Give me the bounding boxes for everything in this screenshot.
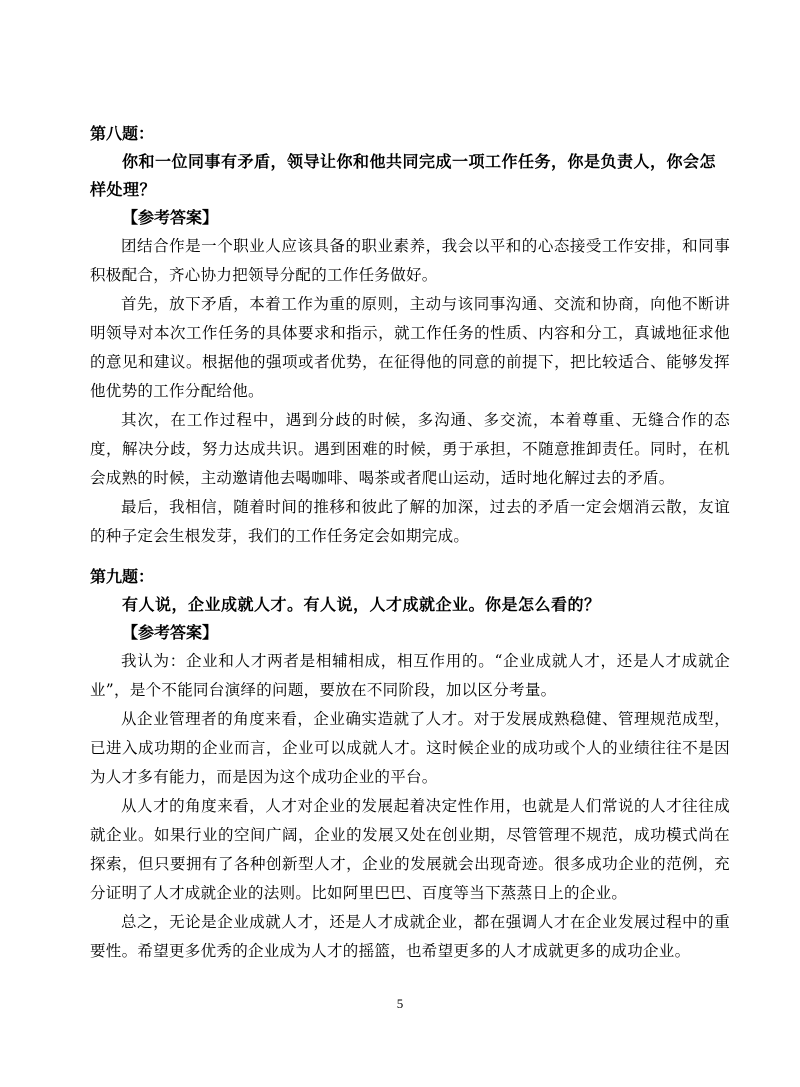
question-section-9 [90, 563, 730, 966]
answer-label: 【参考答案】 [122, 623, 219, 642]
question-text: 有人说，企业成就人才。有人说，人才成就企业。你是怎么看的？ [122, 595, 601, 614]
answer-paragraph: 从人才的角度来看，人才对企业的发展起着决定性作用，也就是人们常说的人才往往成就企业。如果行业的空间广阔，企业的发展又处在创业期，尽管管理不规范，成功模式尚在探索，但只要拥有了各种创新型人才，企业的发展就会出现奇迹。很多成功企业的范例，充分证明了人才成就企业的法则。比如阿里巴巴、百度等当下蒸蒸日上的企业。 [90, 797, 730, 902]
question-title: 第九题： [90, 567, 155, 586]
answer-paragraph: 最后，我相信，随着时间的推移和彼此了解的加深，过去的矛盾一定会烟消云散，友谊的种子定会生根发芽，我们的工作任务定会如期完成。 [90, 498, 730, 545]
page-number: 5 [396, 996, 404, 1011]
answer-paragraph: 其次，在工作过程中，遇到分歧的时候，多沟通、多交流，本着尊重、无缝合作的态度，解决分歧，努力达成共识。遇到困难的时候，勇于承担，不随意推卸责任。同时，在机会成熟的时候，主动邀请他去喝咖啡、喝茶或者爬山运动，适时地化解过去的矛盾。 [90, 411, 730, 487]
answer-label: 【参考答案】 [122, 208, 219, 227]
question-text: 你和一位同事有矛盾，领导让你和他共同完成一项工作任务，你是负责人，你会怎样处理？ [90, 152, 717, 199]
answer-paragraph: 从企业管理者的角度来看，企业确实造就了人才。对于发展成熟稳健、管理规范成型，已进入成功期的企业而言，企业可以成就人才。这时候企业的成功或个人的业绩往往不是因为人才多有能力，而是因为这个成功企业的平台。 [90, 710, 730, 786]
question-title: 第八题： [90, 124, 155, 143]
answer-paragraph: 团结合作是一个职业人应该具备的职业素养，我会以平和的心态接受工作安排，和同事积极配合，齐心协力把领导分配的工作任务做好。 [90, 237, 730, 284]
answer-paragraph: 总之，无论是企业成就人才，还是人才成就企业，都在强调人才在企业发展过程中的重要性。希望更多优秀的企业成为人才的摇篮，也希望更多的人才成就更多的成功企业。 [90, 913, 730, 960]
answer-paragraph: 首先，放下矛盾，本着工作为重的原则，主动与该同事沟通、交流和协商，向他不断讲明领导对本次工作任务的具体要求和指示，就工作任务的性质、内容和分工，真诚地征求他的意见和建议。根据他的强项或者优势，在征得他的同意的前提下，把比较适合、能够发挥他优势的工作分配给他。 [90, 295, 730, 400]
question-section-8 [90, 120, 730, 551]
answer-paragraph: 我认为：企业和人才两者是相辅相成，相互作用的。“企业成就人才，还是人才成就企业”，是个不能同台演绎的问题，要放在不同阶段，加以区分考量。 [90, 652, 730, 699]
